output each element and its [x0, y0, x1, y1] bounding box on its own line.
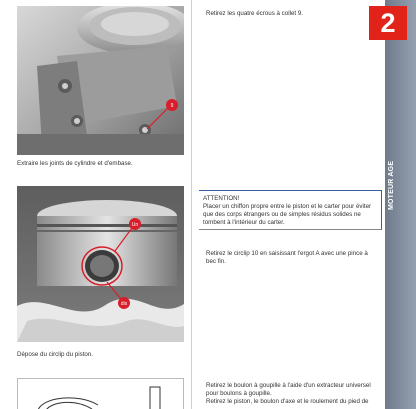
figure-caption-1: Extraire les joints de cylindre et d'embase. [17, 160, 133, 167]
extractor-drawing [17, 378, 184, 409]
step-remove-circlip: Retirez le circlip 10 en saisissant l'ergot A avec une pince à bec fin. [206, 250, 368, 265]
piston-photo [17, 186, 184, 342]
attention-body: Placer un chiffon propre entre le piston et le carter pour éviter que des corps étrangers ou de simples résidus solides ne tombent à l'intérieur du carter. [203, 203, 372, 226]
column-divider [191, 0, 192, 409]
step-remove-pin [206, 382, 374, 406]
step-remove-pin-line1: Retirez le boulon à goupille à l'aide d'un extracteur universel pour boulons à goupille. [206, 382, 371, 397]
callout-label-dix: dix [120, 301, 128, 307]
callout-label-un: Un [131, 222, 139, 228]
step-remove-nuts: Retirez les quatre écrous à collet 9. [206, 10, 303, 17]
chapter-number-badge: 2 [369, 6, 407, 40]
figure-caption-2: Dépose du circlip du piston. [17, 351, 94, 358]
cylinder-photo [17, 6, 184, 155]
attention-title: ATTENTION! [203, 195, 240, 202]
attention-box [199, 190, 382, 230]
step-remove-pin-line2: Retirez le piston, le boulon d'axe et le roulement du pied de [206, 398, 369, 405]
callout-label-9: 9 [170, 103, 174, 109]
chapter-side-label: MOTEUR AGE [388, 160, 395, 210]
